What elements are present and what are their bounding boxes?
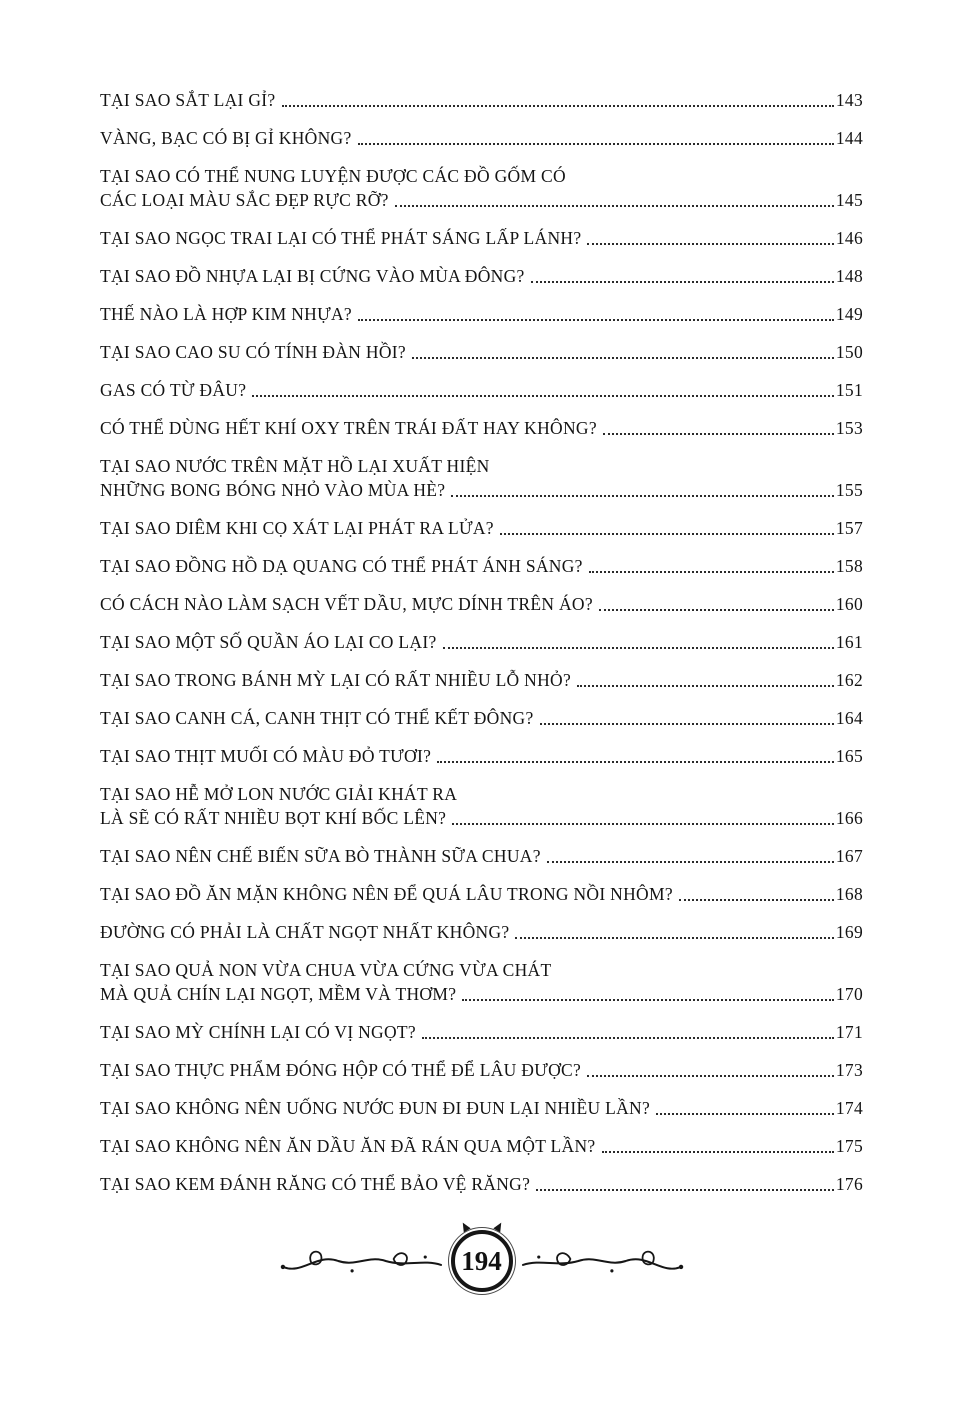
toc-page-number: 166 [835, 808, 863, 828]
dot-leader [587, 243, 833, 245]
toc-page-number: 149 [835, 304, 863, 324]
toc-page-number: 153 [835, 418, 863, 438]
toc-entry-title: TẠI SAO KEM ĐÁNH RĂNG CÓ THỂ BẢO VỆ RĂNG? [100, 1174, 531, 1194]
toc-entry-line [100, 454, 863, 478]
toc-entry [100, 1096, 863, 1120]
toc-page-number: 175 [835, 1136, 863, 1156]
toc-entry [100, 378, 863, 402]
dot-leader [500, 533, 834, 535]
toc-entry-line [100, 958, 863, 982]
toc-entry [100, 920, 863, 944]
toc-entry [100, 164, 863, 212]
toc-entry [100, 88, 863, 112]
toc-page-number: 155 [835, 480, 863, 500]
toc-entry-line [100, 264, 863, 288]
toc-page-number: 173 [835, 1060, 863, 1080]
toc-page-number: 148 [835, 266, 863, 286]
toc-entry [100, 1058, 863, 1082]
dot-leader [412, 357, 834, 359]
toc-entry-line [100, 1058, 863, 1082]
toc-entry [100, 1020, 863, 1044]
toc-entry [100, 668, 863, 692]
toc-entry [100, 226, 863, 250]
toc-entry-title: TẠI SAO CANH CÁ, CANH THỊT CÓ THỂ KẾT ĐÔNG? [100, 708, 534, 728]
toc-entry-line [100, 188, 863, 212]
toc-entry-title: TẠI SAO NƯỚC TRÊN MẶT HỒ LẠI XUẤT HIỆN [100, 456, 490, 476]
toc-page-number: 145 [835, 190, 863, 210]
toc-entry-line [100, 1020, 863, 1044]
toc-page-number: 162 [835, 670, 863, 690]
toc-entry-line [100, 844, 863, 868]
toc-entry-line [100, 516, 863, 540]
toc-entry-title: TẠI SAO ĐỒ ĂN MẶN KHÔNG NÊN ĐỂ QUÁ LÂU TRONG NỒI NHÔM? [100, 884, 673, 904]
dot-leader [358, 143, 834, 145]
toc-entry-title: TẠI SAO HỄ MỞ LON NƯỚC GIẢI KHÁT RA [100, 784, 458, 804]
toc-entry-line [100, 806, 863, 830]
toc-entry-title: TẠI SAO THỊT MUỐI CÓ MÀU ĐỎ TƯƠI? [100, 746, 432, 766]
toc-entry-title: LÀ SẼ CÓ RẤT NHIỀU BỌT KHÍ BỐC LÊN? [100, 808, 447, 828]
toc-entry-line [100, 378, 863, 402]
toc-page-number: 160 [835, 594, 863, 614]
toc-page-number: 164 [835, 708, 863, 728]
dot-leader [547, 861, 834, 863]
dot-leader [602, 1151, 834, 1153]
toc-entry [100, 592, 863, 616]
dot-leader [531, 281, 834, 283]
flourish-right-icon [519, 1237, 687, 1285]
toc-entry-title: TẠI SAO SẮT LẠI GỈ? [100, 90, 276, 110]
dot-leader [599, 609, 834, 611]
toc-entry-title: CÁC LOẠI MÀU SẮC ĐẸP RỰC RỠ? [100, 190, 389, 210]
toc-entry-line [100, 226, 863, 250]
toc-entry [100, 706, 863, 730]
toc-entry-title: GAS CÓ TỪ ĐÂU? [100, 380, 247, 400]
toc-entry-title: TẠI SAO MỲ CHÍNH LẠI CÓ VỊ NGỌT? [100, 1022, 416, 1042]
dot-leader [437, 761, 834, 763]
toc-page-number: 146 [835, 228, 863, 248]
flourish-left-icon [277, 1237, 445, 1285]
toc-entry-title: TẠI SAO ĐỒ NHỰA LẠI BỊ CỨNG VÀO MÙA ĐÔNG? [100, 266, 525, 286]
toc-entry-title: TẠI SAO TRONG BÁNH MỲ LẠI CÓ RẤT NHIỀU LỖ NHỎ? [100, 670, 572, 690]
toc-entry-line [100, 920, 863, 944]
toc-entry-line [100, 1172, 863, 1196]
toc-entry-line [100, 592, 863, 616]
dot-leader [252, 395, 834, 397]
toc-entry-line [100, 1134, 863, 1158]
toc-list [100, 88, 863, 1196]
toc-page-number: 167 [835, 846, 863, 866]
toc-entry-line [100, 1096, 863, 1120]
toc-entry-title: TẠI SAO MỘT SỐ QUẦN ÁO LẠI CO LẠI? [100, 632, 437, 652]
dot-leader [452, 823, 834, 825]
toc-page-number: 157 [835, 518, 863, 538]
toc-entry-line [100, 164, 863, 188]
toc-entry-title: TẠI SAO THỰC PHẨM ĐÓNG HỘP CÓ THỂ ĐỂ LÂU ĐƯỢC? [100, 1060, 582, 1080]
toc-entry-line [100, 782, 863, 806]
dot-leader [540, 723, 834, 725]
toc-entry-line [100, 88, 863, 112]
dot-leader [587, 1075, 834, 1077]
toc-entry-line [100, 630, 863, 654]
toc-entry [100, 264, 863, 288]
toc-entry-title: TẠI SAO NGỌC TRAI LẠI CÓ THỂ PHÁT SÁNG LẤP LÁNH? [100, 228, 582, 248]
toc-page-number: 161 [835, 632, 863, 652]
toc-entry-title: VÀNG, BẠC CÓ BỊ GỈ KHÔNG? [100, 128, 352, 148]
toc-entry-line [100, 340, 863, 364]
page-footer [100, 1230, 863, 1292]
toc-entry-title: CÓ CÁCH NÀO LÀM SẠCH VẾT DẦU, MỰC DÍNH TRÊN ÁO? [100, 594, 593, 614]
toc-entry-line [100, 126, 863, 150]
toc-entry [100, 958, 863, 1006]
toc-entry-line [100, 478, 863, 502]
dot-leader [603, 433, 834, 435]
toc-page-number: 170 [835, 984, 863, 1004]
toc-page-number: 169 [835, 922, 863, 942]
toc-entry-title: TẠI SAO DIÊM KHI CỌ XÁT LẠI PHÁT RA LỬA? [100, 518, 494, 538]
toc-entry-line [100, 706, 863, 730]
toc-entry [100, 744, 863, 768]
toc-page-number: 174 [835, 1098, 863, 1118]
toc-entry [100, 1172, 863, 1196]
toc-entry-title: TẠI SAO ĐỒNG HỒ DẠ QUANG CÓ THỂ PHÁT ÁNH SÁNG? [100, 556, 583, 576]
dot-leader [536, 1189, 834, 1191]
toc-page-number: 151 [835, 380, 863, 400]
dot-leader [443, 647, 834, 649]
toc-entry-title: MÀ QUẢ CHÍN LẠI NGỌT, MỀM VÀ THƠM? [100, 984, 457, 1004]
toc-entry-line [100, 302, 863, 326]
toc-entry-title: TẠI SAO CAO SU CÓ TÍNH ĐÀN HỒI? [100, 342, 406, 362]
dot-leader [358, 319, 834, 321]
toc-entry [100, 630, 863, 654]
toc-page-number: 158 [835, 556, 863, 576]
toc-entry [100, 454, 863, 502]
toc-entry [100, 882, 863, 906]
dot-leader [462, 999, 834, 1001]
toc-entry [100, 1134, 863, 1158]
dot-leader [656, 1113, 834, 1115]
toc-entry-line [100, 882, 863, 906]
toc-entry [100, 554, 863, 578]
toc-page-number: 176 [835, 1174, 863, 1194]
dot-leader [395, 205, 834, 207]
toc-entry-title: TẠI SAO KHÔNG NÊN ĂN DẦU ĂN ĐÃ RÁN QUA MỘT LẦN? [100, 1136, 596, 1156]
toc-entry-line [100, 744, 863, 768]
dot-leader [577, 685, 834, 687]
toc-entry-line [100, 554, 863, 578]
toc-entry-title: NHỮNG BONG BÓNG NHỎ VÀO MÙA HÈ? [100, 480, 446, 500]
toc-page-number: 150 [835, 342, 863, 362]
toc-entry [100, 782, 863, 830]
toc-entry [100, 126, 863, 150]
book-page-number: 194 [461, 1245, 502, 1276]
dot-leader [515, 937, 833, 939]
toc-page-number: 171 [835, 1022, 863, 1042]
dot-leader [589, 571, 834, 573]
toc-entry-line [100, 416, 863, 440]
toc-entry-title: CÓ THỂ DÙNG HẾT KHÍ OXY TRÊN TRÁI ĐẤT HAY KHÔNG? [100, 418, 597, 438]
toc-entry-line [100, 982, 863, 1006]
dot-leader [679, 899, 834, 901]
toc-entry-title: TẠI SAO QUẢ NON VỪA CHUA VỪA CỨNG VỪA CHÁT [100, 960, 552, 980]
toc-entry [100, 340, 863, 364]
toc-entry [100, 416, 863, 440]
dot-leader [422, 1037, 834, 1039]
toc-page-number: 144 [835, 128, 863, 148]
page-number-badge [451, 1230, 513, 1292]
toc-page-number: 143 [835, 90, 863, 110]
toc-entry-title: TẠI SAO NÊN CHẾ BIẾN SỮA BÒ THÀNH SỮA CHUA? [100, 846, 541, 866]
toc-page-number: 168 [835, 884, 863, 904]
toc-entry-title: TẠI SAO KHÔNG NÊN UỐNG NƯỚC ĐUN ĐI ĐUN LẠI NHIỀU LẦN? [100, 1098, 651, 1118]
dot-leader [282, 105, 834, 107]
toc-entry-line [100, 668, 863, 692]
dot-leader [451, 495, 834, 497]
toc-entry-title: THẾ NÀO LÀ HỢP KIM NHỰA? [100, 304, 352, 324]
toc-entry [100, 844, 863, 868]
toc-page-number: 165 [835, 746, 863, 766]
toc-entry-title: ĐƯỜNG CÓ PHẢI LÀ CHẤT NGỌT NHẤT KHÔNG? [100, 922, 510, 942]
toc-entry [100, 516, 863, 540]
toc-entry [100, 302, 863, 326]
toc-entry-title: TẠI SAO CÓ THỂ NUNG LUYỆN ĐƯỢC CÁC ĐỒ GỐM CÓ [100, 166, 566, 186]
